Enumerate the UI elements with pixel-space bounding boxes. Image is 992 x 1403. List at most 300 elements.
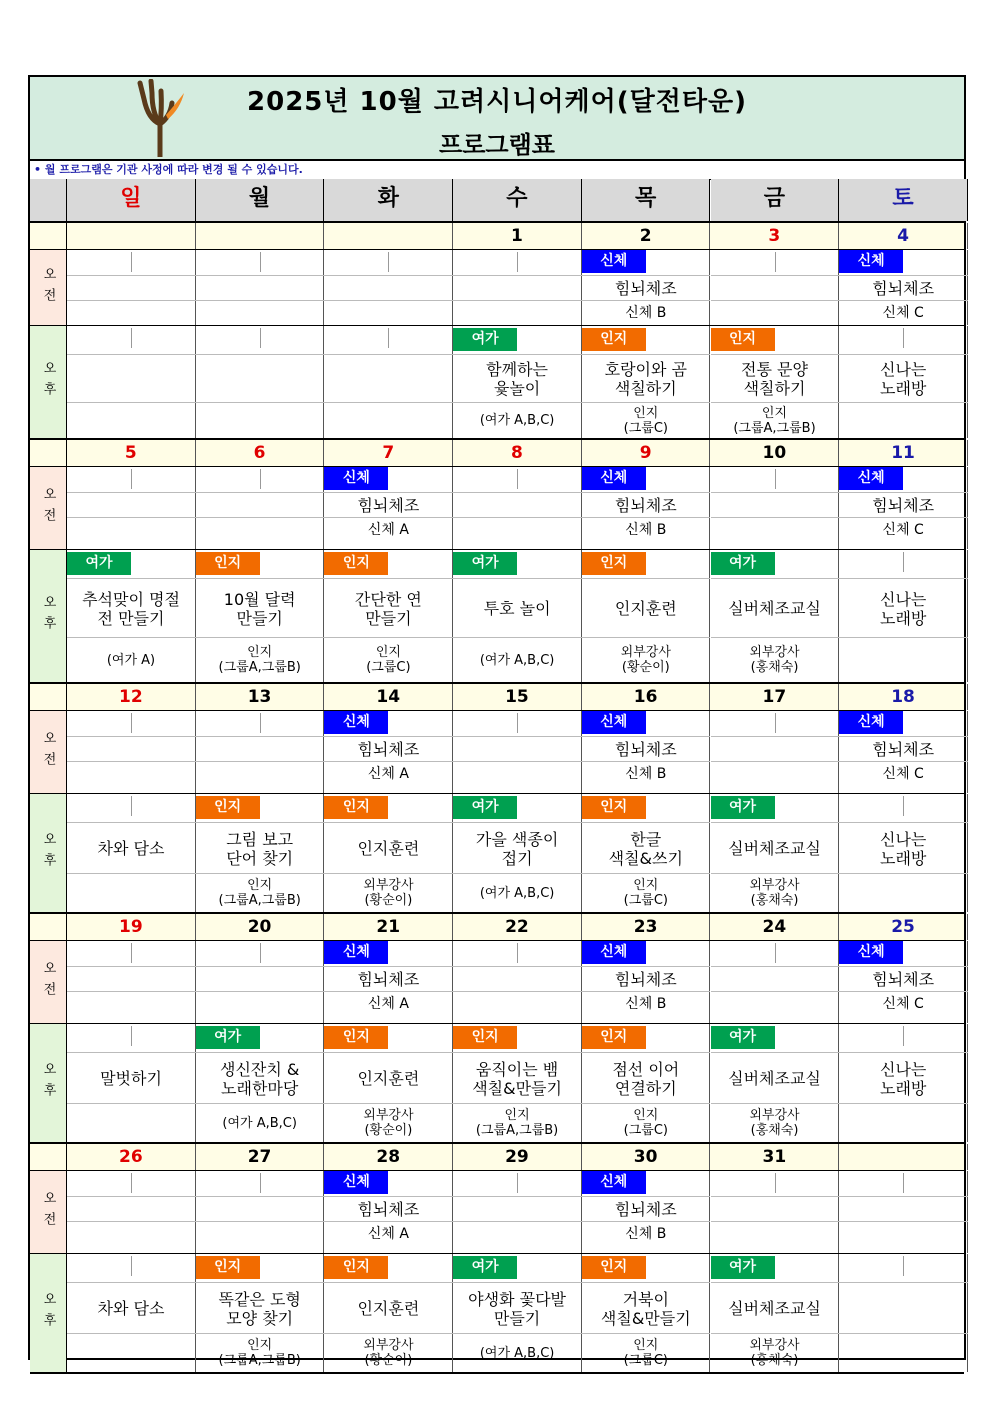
am-cell [453,467,582,549]
program-name: 함께하는 윷놀이 [486,360,548,398]
pm-cell [324,1254,453,1372]
am-cell [839,711,968,793]
grid-line [196,354,325,355]
am-cell [196,1171,325,1253]
program-name: 간단한 연 만들기 [354,589,422,628]
pm-cell [453,326,582,438]
grid-line [196,822,325,823]
grid-line [582,873,711,874]
pm-cell [67,550,196,682]
grid-line [582,1052,711,1053]
pm-cell [839,550,968,682]
am-cell [324,711,453,793]
grid-line [67,275,196,276]
am-cell [324,941,453,1023]
pm-cell [453,1254,582,1372]
program-name: 인지훈련 [357,839,420,858]
grid-line [324,492,453,493]
grid-line [839,402,968,403]
pm-label: 오후 [30,550,67,682]
program-group: 인지 (그룹A,그룹B) [218,645,301,675]
day-header-4: 목 [582,179,711,221]
date-number: 9 [582,440,711,466]
cell-divider [775,1173,776,1193]
program-name: 10월 달력 만들기 [223,589,296,628]
grid-line [453,637,582,638]
program-name: 힘뇌체조 [872,969,935,989]
date-number: 1 [453,223,582,249]
grid-line [67,966,196,967]
program-group: (여가 A,B,C) [479,652,555,668]
grid-line [839,1333,968,1334]
grid-line [711,1333,840,1334]
date-number: 4 [839,223,968,249]
day-header-3: 수 [453,179,582,221]
date-number [67,223,196,249]
tag-body: 신체 [324,467,388,490]
grid-line [453,578,582,579]
grid-line [711,1052,840,1053]
date-number [839,1144,968,1170]
am-cell [67,1171,196,1253]
program-name: 신나는 노래방 [880,829,927,868]
am-cell [67,467,196,549]
tag-body: 신체 [582,250,646,273]
grid-line [196,492,325,493]
date-row-corner [30,440,67,466]
grid-line [453,517,582,518]
program-name: 실버체조교실 [728,1299,821,1318]
program-group: 인지 (그룹C) [623,878,668,908]
grid-line [196,517,325,518]
date-number: 13 [196,684,325,710]
date-number: 10 [711,440,840,466]
grid-line [839,991,968,992]
am-label: 오전 [30,467,67,549]
grid-line [324,736,453,737]
grid-line [196,966,325,967]
pm-cell [582,550,711,682]
pm-label: 오후 [30,794,67,912]
grid-line [453,1196,582,1197]
date-number: 29 [453,1144,582,1170]
date-row-corner [30,1144,67,1170]
am-cell [324,1171,453,1253]
grid-line [196,873,325,874]
am-cell [582,250,711,325]
grid-line [839,1103,968,1104]
grid-line [67,517,196,518]
tag-body: 신체 [582,941,646,964]
grid-line [196,1333,325,1334]
pm-cell [67,326,196,438]
am-cell [711,941,840,1023]
grid-line [711,761,840,762]
grid-line [67,300,196,301]
pm-cell [324,550,453,682]
grid-line [453,402,582,403]
day-header-blank [30,179,67,221]
tag-leisure: 여가 [711,1256,775,1279]
pm-cell [453,550,582,682]
grid-line [196,736,325,737]
program-group: 신체 A [367,765,409,782]
am-cell [582,1171,711,1253]
grid-line [453,873,582,874]
am-cell [711,467,840,549]
pm-cell [839,326,968,438]
grid-line [324,1282,453,1283]
date-number: 25 [839,914,968,940]
grid-line [324,300,453,301]
grid-line [582,991,711,992]
program-group: 외부강사 (황순이) [363,1108,414,1138]
program-name: 움직이는 뱀 색칠&만들기 [472,1059,562,1098]
pm-cell [324,1024,453,1142]
date-number [324,223,453,249]
am-cell [839,1171,968,1253]
grid-line [67,1052,196,1053]
tag-cognitive: 인지 [582,796,646,819]
grid-line [453,736,582,737]
pm-cell [324,794,453,912]
program-name: 힘뇌체조 [872,495,935,515]
tag-leisure: 여가 [453,328,517,351]
program-name: 힘뇌체조 [614,495,677,515]
program-group: 외부강사 (황순이) [363,1338,414,1368]
cell-divider [388,328,389,348]
am-cell [453,250,582,325]
date-row-corner [30,223,67,249]
program-group: (여가 A) [106,652,156,668]
cell-divider [903,796,904,816]
grid-line [711,275,840,276]
grid-line [324,275,453,276]
grid-line [582,1282,711,1283]
pm-label: 오후 [30,1024,67,1142]
cell-divider [260,943,261,963]
program-name: 인지훈련 [357,1299,420,1318]
cell-divider [131,943,132,963]
grid-line [582,492,711,493]
tag-cognitive: 인지 [582,552,646,575]
pm-cell [711,1024,840,1142]
grid-line [324,761,453,762]
grid-line [582,1196,711,1197]
page-subtitle: 프로그램표 [439,131,555,159]
program-group: 외부강사 (황순이) [363,878,414,908]
grid-line [582,578,711,579]
date-number: 5 [67,440,196,466]
tag-cognitive: 인지 [196,1256,260,1279]
tag-body: 신체 [324,941,388,964]
grid-line [67,354,196,355]
program-group: 신체 C [882,765,924,782]
tag-body: 신체 [839,250,903,273]
program-name: 힘뇌체조 [357,739,420,759]
cell-divider [388,252,389,272]
day-header-5: 금 [711,179,840,221]
program-group: 신체 B [625,995,667,1012]
program-name: 힘뇌체조 [614,739,677,759]
grid-line [196,761,325,762]
tag-body: 신체 [839,941,903,964]
date-number: 21 [324,914,453,940]
cell-divider [517,713,518,733]
program-group: 외부강사 (황순이) [620,645,671,675]
grid-line [582,275,711,276]
pm-cell [196,794,325,912]
day-header-6: 토 [839,179,968,221]
grid-line [839,736,968,737]
program-name: 말벗하기 [100,1069,162,1088]
am-cell [711,250,840,325]
date-number: 19 [67,914,196,940]
am-cell [324,250,453,325]
grid-line [839,354,968,355]
grid-line [453,1103,582,1104]
grid-line [324,1103,453,1104]
pm-cell [453,794,582,912]
cell-divider [260,469,261,489]
grid-line [67,736,196,737]
cell-divider [260,1173,261,1193]
date-number: 31 [711,1144,840,1170]
grid-line [453,991,582,992]
program-name: 힘뇌체조 [872,739,935,759]
grid-line [453,275,582,276]
grid-line [582,822,711,823]
cell-divider [903,1256,904,1276]
grid-line [711,1196,840,1197]
program-name: 신나는 노래방 [880,1059,927,1098]
program-name: 전통 문양 색칠하기 [741,360,808,398]
program-name: 가을 색종이 접기 [475,829,559,868]
grid-line [582,1221,711,1222]
am-cell [839,250,968,325]
grid-line [453,1052,582,1053]
cell-divider [775,469,776,489]
pm-cell [67,1024,196,1142]
grid-line [324,578,453,579]
grid-line [453,300,582,301]
grid-line [67,822,196,823]
tag-body: 신체 [839,711,903,734]
cell-divider [775,943,776,963]
program-group: 외부강사 (홍채숙) [749,1108,800,1138]
date-number: 17 [711,684,840,710]
grid-line [67,991,196,992]
am-cell [67,711,196,793]
cell-divider [517,943,518,963]
am-label: 오전 [30,250,67,325]
program-group: 신체 B [625,1225,667,1242]
grid-line [324,1052,453,1053]
pm-cell [196,550,325,682]
grid-line [324,966,453,967]
tag-leisure: 여가 [453,552,517,575]
am-cell [582,711,711,793]
tag-cognitive: 인지 [453,1026,517,1049]
program-group: 외부강사 (홍채숙) [749,645,800,675]
cell-divider [131,1173,132,1193]
day-header-0: 일 [67,179,196,221]
program-name: 호랑이와 곰 색칠하기 [604,360,687,398]
page-title: 2025년 10월 고려시니어케어(달전타운) [247,87,747,117]
program-name: 실버체조교실 [728,599,821,618]
date-number: 27 [196,1144,325,1170]
program-group: 인지 (그룹A,그룹B) [218,878,301,908]
program-group: 인지 (그룹A,그룹B) [218,1338,301,1368]
program-sheet [28,75,966,1368]
grid-line [324,991,453,992]
date-number: 3 [711,223,840,249]
cell-divider [903,1026,904,1046]
program-name: 실버체조교실 [728,1069,821,1088]
program-name: 인지훈련 [357,1069,420,1088]
grid-line [711,492,840,493]
program-group: 외부강사 (홍채숙) [749,878,800,908]
grid-line [196,1221,325,1222]
grid-line [67,1221,196,1222]
am-cell [582,467,711,549]
program-group: 인지 (그룹C) [623,1338,668,1368]
date-number: 8 [453,440,582,466]
pm-cell [839,794,968,912]
grid-line [324,402,453,403]
tag-cognitive: 인지 [711,328,775,351]
tag-leisure: 여가 [711,552,775,575]
grid-line [711,1221,840,1222]
date-number [196,223,325,249]
grid-line [711,1282,840,1283]
tag-leisure: 여가 [711,1026,775,1049]
grid-line [582,300,711,301]
am-label: 오전 [30,1171,67,1253]
pm-cell [711,550,840,682]
grid-line [324,873,453,874]
grid-line [711,966,840,967]
grid-line [839,1282,968,1283]
grid-line [67,1333,196,1334]
grid-line [67,402,196,403]
program-name: 신나는 노래방 [880,589,927,628]
tag-body: 신체 [582,467,646,490]
pm-cell [711,794,840,912]
date-number: 26 [67,1144,196,1170]
am-cell [453,711,582,793]
grid-line [839,300,968,301]
program-group: 신체 A [367,521,409,538]
am-cell [839,941,968,1023]
program-name: 힘뇌체조 [357,1199,420,1219]
grid-line [711,637,840,638]
grid-line [839,578,968,579]
cell-divider [260,328,261,348]
grid-line [196,991,325,992]
program-group: 인지 (그룹A,그룹B) [733,405,816,436]
grid-line [582,637,711,638]
grid-line [711,578,840,579]
grid-line [839,492,968,493]
grid-line [196,275,325,276]
cell-divider [775,252,776,272]
grid-line [453,1221,582,1222]
am-cell [196,711,325,793]
program-name: 투호 놀이 [483,599,551,618]
tag-leisure: 여가 [453,796,517,819]
grid-line [453,822,582,823]
change-notice: • 월 프로그램은 기관 사정에 따라 변경 될 수 있습니다. [34,163,303,176]
tag-body: 신체 [324,711,388,734]
pm-cell [711,1254,840,1372]
date-number: 20 [196,914,325,940]
am-cell [453,941,582,1023]
am-cell [196,941,325,1023]
program-name: 신나는 노래방 [880,360,927,398]
program-group: (여가 A,B,C) [479,885,555,901]
program-group: 외부강사 (홍채숙) [749,1338,800,1368]
grid-line [711,517,840,518]
grid-line [196,1282,325,1283]
program-name: 실버체조교실 [728,839,821,858]
program-name: 한글 색칠&쓰기 [608,829,683,868]
pm-label: 오후 [30,326,67,438]
grid-line [839,1221,968,1222]
cell-divider [775,713,776,733]
program-group: (여가 A,B,C) [479,413,555,428]
program-group: 신체 C [882,995,924,1012]
grid-line [67,637,196,638]
day-header-1: 월 [196,179,325,221]
grid-line [453,492,582,493]
program-group: 신체 C [882,521,924,538]
grid-line [453,761,582,762]
grid-line [324,1333,453,1334]
tag-cognitive: 인지 [582,1026,646,1049]
program-group: 신체 B [625,521,667,538]
am-cell [711,1171,840,1253]
date-number: 7 [324,440,453,466]
grid-line [324,517,453,518]
pm-cell [196,1254,325,1372]
program-group: 인지 (그룹A,그룹B) [475,1108,559,1138]
cell-divider [131,328,132,348]
grid-line [582,761,711,762]
program-group: 인지 (그룹C) [366,645,411,675]
tag-cognitive: 인지 [196,796,260,819]
program-name: 힘뇌체조 [357,969,420,989]
grid-line [582,966,711,967]
pm-cell [711,326,840,438]
date-number: 6 [196,440,325,466]
tag-cognitive: 인지 [324,796,388,819]
grid-line [582,736,711,737]
cell-divider [903,328,904,348]
pm-cell [582,1024,711,1142]
grid-line [839,517,968,518]
date-number: 22 [453,914,582,940]
program-name: 힘뇌체조 [614,278,677,298]
grid-line [453,1333,582,1334]
grid-line [711,736,840,737]
cell-divider [903,1173,904,1193]
program-name: 차와 담소 [97,839,165,858]
tag-cognitive: 인지 [324,1256,388,1279]
am-label: 오전 [30,941,67,1023]
day-header-2: 화 [324,179,453,221]
pm-cell [453,1024,582,1142]
